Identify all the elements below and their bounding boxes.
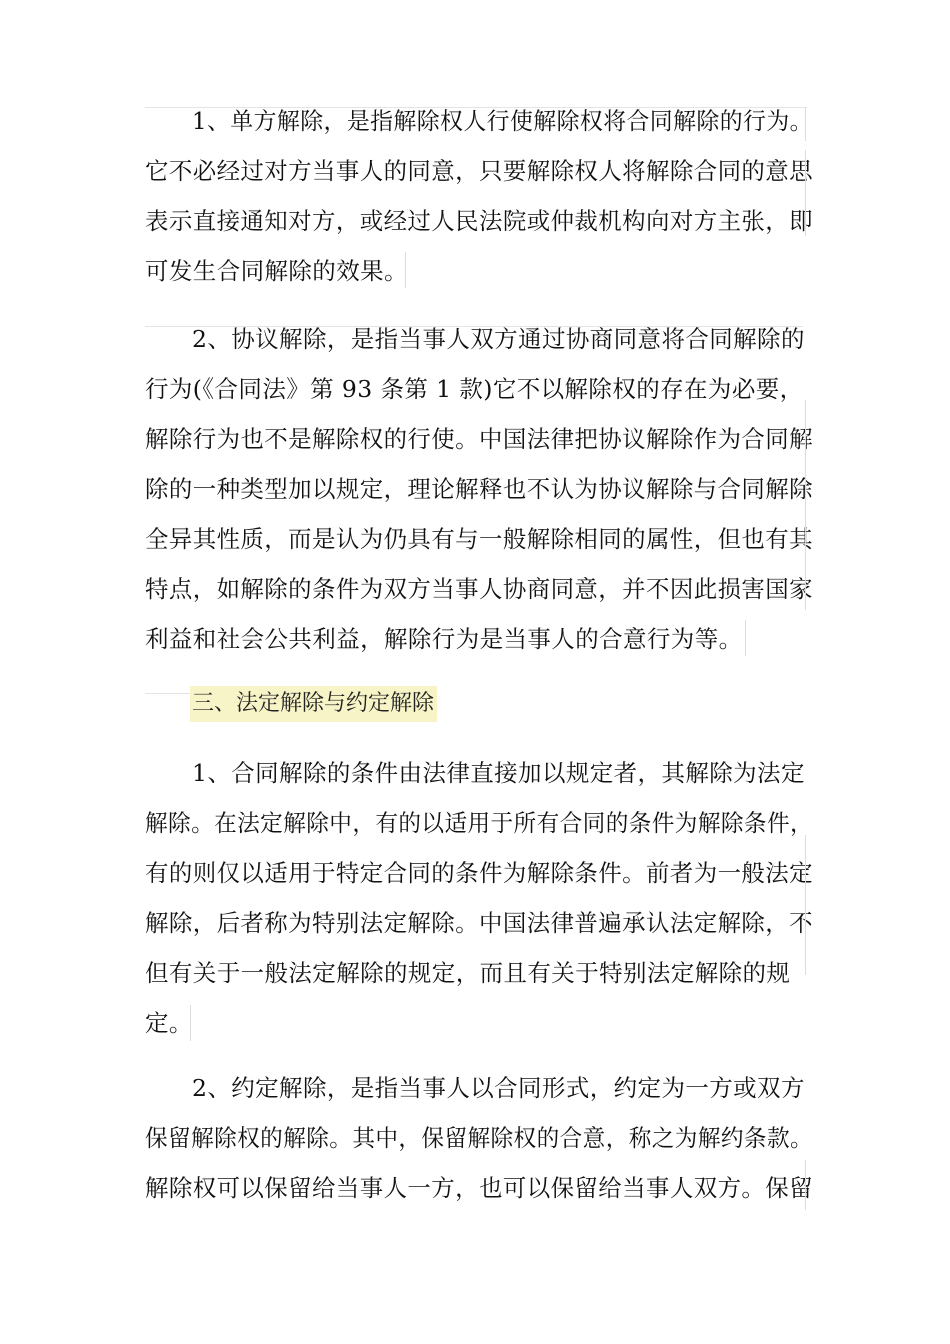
paragraph-line: 可发生合同解除的效果。 bbox=[145, 257, 408, 285]
paragraph-unilateral-termination bbox=[145, 96, 813, 296]
text-box-guide bbox=[805, 835, 806, 975]
paragraph-line: 1、单方解除，是指解除权人行使解除权将合同解除的行为。 bbox=[192, 107, 813, 135]
paragraph-line: 解除行为也不是解除权的行使。中国法律把协议解除作为合同解 bbox=[145, 425, 813, 453]
paragraph-agreed-termination bbox=[145, 314, 813, 664]
paragraph-line: 定。 bbox=[145, 1009, 193, 1037]
text-box-guide bbox=[745, 620, 746, 656]
paragraph-line: 表示直接通知对方，或经过人民法院或仲裁机构向对方主张，即 bbox=[145, 207, 813, 235]
text-box-guide bbox=[145, 693, 190, 694]
paragraph-contractual-termination bbox=[145, 1063, 814, 1213]
paragraph-line: 有的则仅以适用于特定合同的条件为解除条件。前者为一般法定 bbox=[145, 859, 813, 887]
paragraph-line: 特点，如解除的条件为双方当事人协商同意，并不因此损害国家 bbox=[145, 575, 813, 603]
paragraph-line: 解除，后者称为特别法定解除。中国法律普遍承认法定解除，不 bbox=[145, 909, 813, 937]
paragraph-line: 它不必经过对方当事人的同意，只要解除权人将解除合同的意思 bbox=[145, 157, 813, 185]
paragraph-line: 解除权可以保留给当事人一方，也可以保留给当事人双方。保留 bbox=[145, 1174, 813, 1202]
paragraph-line: 2、约定解除，是指当事人以合同形式，约定为一方或双方 bbox=[192, 1074, 805, 1102]
text-box-guide bbox=[805, 400, 806, 610]
paragraph-line: 全异其性质，而是认为仍具有与一般解除相同的属性，但也有其 bbox=[145, 525, 813, 553]
paragraph-line: 但有关于一般法定解除的规定，而且有关于特别法定解除的规 bbox=[145, 959, 791, 987]
text-box-guide bbox=[805, 150, 806, 236]
paragraph-line: 除的一种类型加以规定，理论解释也不认为协议解除与合同解除 bbox=[145, 475, 813, 503]
paragraph-line: 2、协议解除，是指当事人双方通过协商同意将合同解除的 bbox=[192, 325, 805, 353]
paragraph-line: 行为(《合同法》第 93 条第 1 款)它不以解除权的存在为必要， bbox=[145, 375, 804, 403]
section-heading: 三、法定解除与约定解除 bbox=[190, 686, 437, 722]
text-box-guide bbox=[805, 1160, 806, 1210]
paragraph-line: 解除。在法定解除中，有的以适用于所有合同的条件为解除条件， bbox=[145, 809, 814, 837]
text-box-guide bbox=[190, 1005, 191, 1041]
paragraph-statutory-termination bbox=[145, 748, 814, 1048]
paragraph-line: 利益和社会公共利益，解除行为是当事人的合意行为等。 bbox=[145, 625, 743, 653]
text-box-guide bbox=[405, 252, 406, 288]
paragraph-line: 保留解除权的解除。其中，保留解除权的合意，称之为解约条款。 bbox=[145, 1124, 814, 1152]
paragraph-line: 1、合同解除的条件由法律直接加以规定者，其解除为法定 bbox=[192, 759, 805, 787]
